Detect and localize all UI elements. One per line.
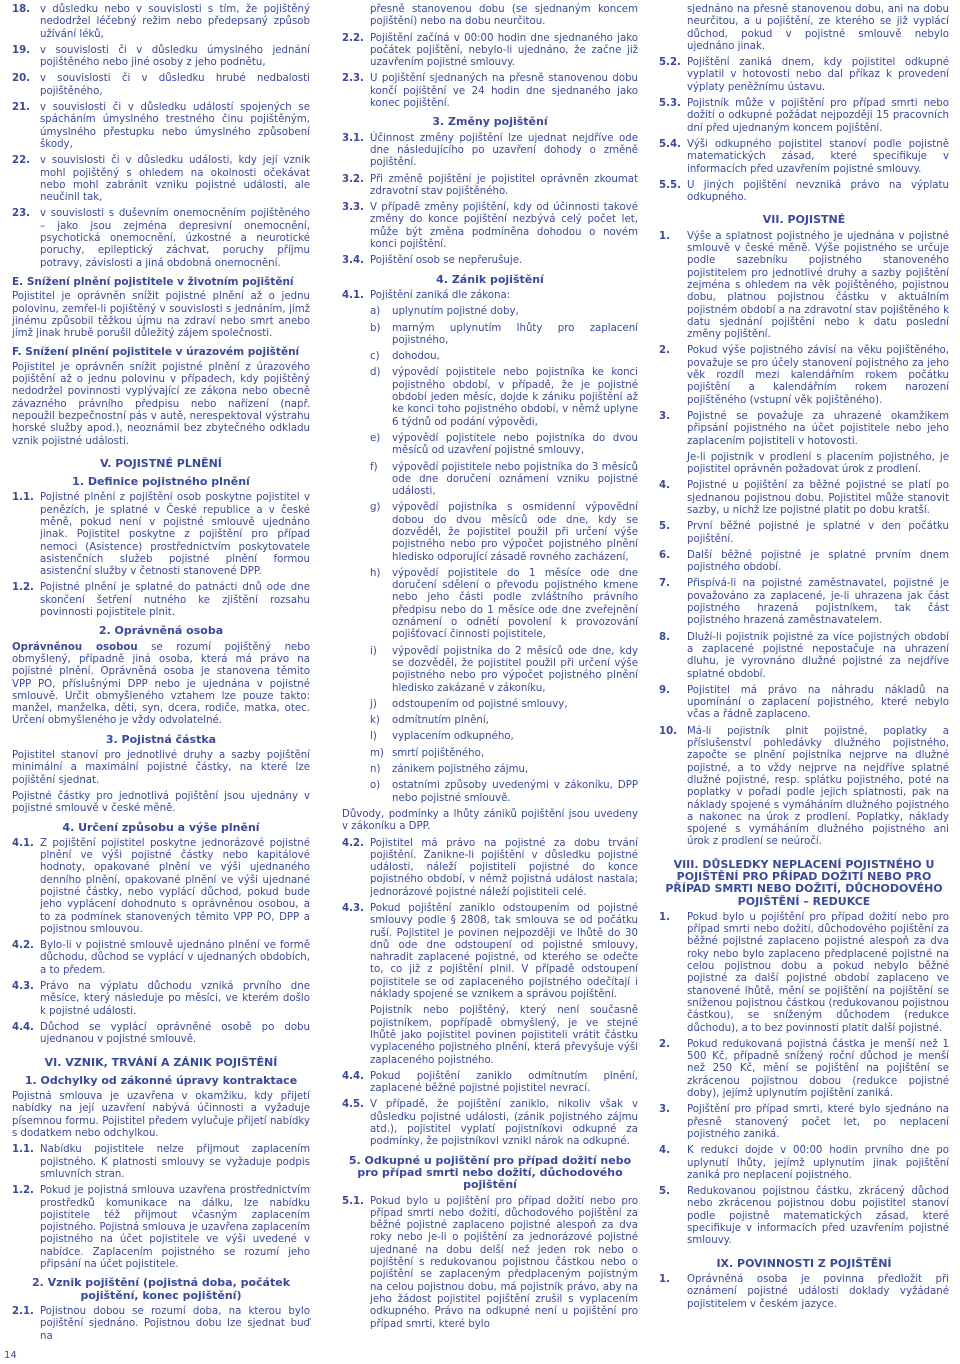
v2-lead: Oprávněnou osobou xyxy=(12,641,138,653)
item-text: v souvislosti či v důsledku události, kdy její vznik mohl pojištěný s ohledem na okolnosti očekávat nebo mohl zabránit vzniku pojistné události, ale neučinil tak, xyxy=(40,155,310,204)
item-number: 3. xyxy=(659,1104,670,1116)
item-number: g) xyxy=(370,502,381,514)
list-item xyxy=(370,306,638,318)
item-number: 1.2. xyxy=(12,1185,34,1197)
item-number: 3.1. xyxy=(342,132,364,144)
item-number: 2.3. xyxy=(342,73,364,85)
s5-list-cont xyxy=(659,57,949,204)
section-v3-p1: Pojistitel stanoví pro jednotlivé druhy a sazby pojištění minimální a maximální pojistné částky, na které lze pojištění sjednat. xyxy=(12,750,310,786)
list-item xyxy=(12,73,310,98)
section-v2-text xyxy=(12,642,310,728)
item-number: 4.2. xyxy=(12,940,34,952)
item-number: 4.1. xyxy=(12,837,34,849)
list-item xyxy=(370,323,638,348)
section-4-title: 4. Zánik pojištění xyxy=(436,272,544,286)
list-item xyxy=(342,1196,638,1331)
item-text: Pokud bylo u pojištění pro případ dožití nebo pro případ smrti nebo dožití, důchodového pojištění za běžné pojistné zaplaceno pojistné alespoň za dva roky nebo je-li o pojištění za jednorázové pojistné ujednané na dobu delší než jeden rok nebo o pojištění s redukovanou pojistnou částkou nebo o pojištění se zaplaceným předplaceným pojistným na celou pojistnou dobu, má pojistník právo, aby na jeho žádost pojistitel pojištění zrušil s vyplacením odkupného. Právo na odkupné není u pojištění pro případ smrti, které bylo xyxy=(370,1195,638,1330)
item-number: 1.1. xyxy=(12,1144,34,1156)
item-number: 4.3. xyxy=(12,981,34,993)
list-item xyxy=(370,715,638,727)
item-text: zánikem pojistného zájmu, xyxy=(392,764,529,776)
item-text: výpovědí pojistníka do 2 měsíců ode dne, kdy se dozvěděl, že pojistitel použil při určení výše pojistného nebo pro výpočet pojistného plnění hledisko zakázané v zákoníku, xyxy=(392,645,638,694)
item-number: f) xyxy=(370,461,378,473)
item-text: Bylo-li v pojistné smlouvě ujednáno plnění ve formě důchodu, důchod se vyplácí v ujednaných obdobích, a to předem. xyxy=(40,940,310,976)
item-text: U pojištění sjednaných na přesně stanovenou dobu končí pojištění ve 24 hodin dne sjednaného jako konec pojištění. xyxy=(370,73,638,110)
item-text: Dluží-li pojistník pojistné za více pojistných období a zaplacené pojistné nepostačuje na uhrazení dluhu, je vyrovnáno dlužné pojistné za nejdříve splatné období. xyxy=(687,631,949,680)
section-vi1-title: 1. Odchylky od zákonné úpravy kontraktace xyxy=(24,1073,298,1087)
list-item xyxy=(370,502,638,563)
section-ix-title: IX. POVINNOSTI Z POJIŠTĚNÍ xyxy=(716,1256,892,1270)
page-number: 14 xyxy=(4,1350,17,1361)
item-text: Pokud bylo u pojištění pro případ dožití nebo pro případ smrti nebo dožití, důchodového pojištění za běžné pojistné zaplaceno pojistné alespoň za dva roky nebo bylo zaplaceno předplacené pojistné na celou pojistnou dobu a pokud nebylo běžné pojistné za další pojistné období zaplaceno ve stanovené lhůtě, mění se pojištění na pojištění se sníženou pojistnou částkou (redukovanou pojistnou částkou), se sníženým důchodem (redukce důchodu), a to bez povinnosti platit další pojistné. xyxy=(687,911,949,1034)
item-number: e) xyxy=(370,432,381,444)
item-text: výpovědí pojistitele nebo pojistníka do dvou měsíců od uzavření pojistné smlouvy, xyxy=(392,432,638,457)
item-text: Pojistitel má právo na pojistné za dobu trvání pojištění. Zanikne-li pojištění v důsledku pojistné události, náleží pojistiteli pojistné do konce pojistného období, v němž pojistná událost nastala; jednorázové pojistné náleží pojistiteli celé. xyxy=(370,837,638,898)
item-text: v souvislosti či v důsledku úmyslného jednání pojištěného nebo jiné osoby z jeho podnětu, xyxy=(40,44,310,69)
list-item xyxy=(12,1185,310,1271)
column-1 xyxy=(12,4,310,1347)
section-e-text: Pojistitel je oprávněn snížit pojistné plnění až o jednu polovinu, zemřel-li pojištěný v souvislosti s jednáním, jímž jinému způsobil těžkou újmu na zdraví nebo smrt anebo jímž jinak hrubě porušil důležitý zájem společnosti. xyxy=(12,291,310,340)
item-number: 3.4. xyxy=(342,255,364,267)
s4-note: Důvody, podmínky a lhůty zániků pojištění jsou uvedeny v zákoníku a DPP. xyxy=(342,808,638,833)
item-number: 3.3. xyxy=(342,202,364,214)
list-item xyxy=(370,748,638,760)
section-vi1-text: Pojistná smlouva je uzavřena v okamžiku, kdy přijetí nabídky na její uzavření nabývá účinnosti a vyžaduje písemnou formu. Pojistitel předem vylučuje přijetí nabídky s dodatkem nebo odchylkou. xyxy=(12,1091,310,1140)
item-text: V případě změny pojištění, kdy od účinnosti takové změny do konce pojištění nezbývá celý počet let, může být změna podmíněna dohodou o novém konci pojištění. xyxy=(370,202,638,251)
list-item xyxy=(370,780,638,805)
v4-list xyxy=(12,838,310,1047)
list-item xyxy=(12,1306,310,1343)
list-item xyxy=(659,57,949,94)
item-text: ostatními způsoby uvedenými v zákoníku, DPP nebo pojistné smlouvě. xyxy=(392,780,638,804)
item-number: n) xyxy=(370,764,381,776)
item-text: výpovědí pojistitele nebo pojistníka ke konci pojistného období, v případě, že je pojistné období jeden měsíc, dojde k zániku pojištění až ke konci toho pojistného období, v němž uplyne 6 týdnů od podání výpovědi, xyxy=(392,367,638,428)
list-item xyxy=(370,367,638,428)
list-item xyxy=(12,208,310,269)
list-item xyxy=(659,139,949,176)
section-e-title: E. Snížení plnění pojistitele v životním pojištění xyxy=(12,275,294,288)
list-item xyxy=(12,582,310,619)
item-text: odmítnutím plnění, xyxy=(392,715,489,727)
item-number: 4. xyxy=(659,480,670,492)
section-5-title: 5. Odkupné u pojištění pro případ dožití nebo pro případ smrti nebo dožití, důchodového pojištění xyxy=(348,1153,632,1192)
item-number: 8. xyxy=(659,631,670,643)
list-item xyxy=(370,462,638,499)
list-item xyxy=(12,492,310,578)
list-item xyxy=(659,231,949,342)
item-number: j) xyxy=(370,698,377,710)
item-text: Pokud pojištění zaniklo odmítnutím plnění, zaplacené běžné pojistné pojistitel nevrací. xyxy=(370,1070,638,1095)
item-text: smrtí pojištěného, xyxy=(392,747,485,759)
item-number: 4. xyxy=(659,1145,670,1157)
item-number: 4.4. xyxy=(12,1021,34,1033)
list-item xyxy=(342,903,638,1001)
item-number: 3. xyxy=(659,410,670,422)
item-number: 5.2. xyxy=(659,57,681,69)
item-number: 6. xyxy=(659,549,670,561)
s4-list-b xyxy=(342,838,638,1149)
item-text: Důchod se vyplácí oprávněné osobě po dobu ujednanou v pojistné smlouvě. xyxy=(40,1021,310,1046)
item-text: v souvislosti či v důsledku událostí spojených se spácháním úmyslného trestného činu pojištěným, úmyslného přestupku nebo úmyslného způsobení škody, xyxy=(40,102,310,150)
section-f-text: Pojistitel je oprávněn snížit pojistné plnění z úrazového pojištění až o jednu polovinu v případech, kdy pojištěný nedodržel povinnosti vyplývající ze zákona nebo obecně závazného právního předpisu nebo nařízení (např. nepoužil bezpečnostní pás v autě, nerespektoval výstrahu horské služby apod.), neoznámil bez zbytečného odkladu vznik pojistné události. xyxy=(12,361,310,447)
item-number: 23. xyxy=(12,208,31,220)
item-text: Pojistné u pojištění za běžné pojistné se platí po sjednanou pojistnou dobu. Pojistitel může stanovit sazby, u nichž lze pojistné platit po dobu kratší. xyxy=(687,480,949,516)
item-number: 19. xyxy=(12,44,31,56)
item-text: v souvislosti či v důsledku hrubé nedbalosti pojištěného, xyxy=(40,73,310,97)
list-item xyxy=(12,155,310,204)
item-number: 4.5. xyxy=(342,1099,364,1111)
list-item xyxy=(659,550,949,575)
list-item xyxy=(370,568,638,642)
list-item xyxy=(342,1071,638,1096)
item-number: 5.3. xyxy=(659,98,681,110)
item-text: Další běžné pojistné je splatné prvním dnem pojistného období. xyxy=(687,549,949,574)
item-number: d) xyxy=(370,367,381,379)
s4-1-num: 4.1. xyxy=(342,289,364,301)
ix-list xyxy=(659,1274,949,1311)
item-number: 18. xyxy=(12,4,31,15)
list-item xyxy=(12,1144,310,1181)
item-text: Má-li pojistník plnit pojistné, poplatky a příslušenství pohledávky dlužného pojistného, započte se plnění pojistníka nejprve na dlužné pojistné, a to vždy nejprve na nejdříve splatné dlužné pojistné, resp. splátku pojistného, poté na poplatky v pořadí podle jejich splatnosti, pak na náklady spojené s vymáháním dlužného pojistného a nakonec na úrok z prodlení. Poplatky, náklady spojené s vymáháním dlužného pojistného ani úrok z prodlení se neúročí. xyxy=(687,725,949,848)
list-item xyxy=(659,1186,949,1247)
section-f-title: F. Snížení plnění pojistitele v úrazovém pojištění xyxy=(12,346,300,359)
list-item xyxy=(342,133,638,170)
item-number: 1.2. xyxy=(12,582,34,594)
list-item xyxy=(659,685,949,722)
list-item xyxy=(659,180,949,205)
item-text: Pokud pojištění zaniklo odstoupením od pojistné smlouvy podle § 2808, tak smlouva se od počátku ruší. Pojistitel je povinen nejpozději ve lhůtě do 30 dnů ode dne odstoupení od pojistné smlouvy, nahradit zaplacené pojistné, od kterého se odečte to, co již z pojištění plnil. V případě odstoupení pojistitele se od zaplaceného pojistného odečítají i náklady spojené se vznikem a správou pojištění. xyxy=(370,903,638,1001)
list-item xyxy=(370,351,638,363)
item-number: 1. xyxy=(659,230,670,242)
item-text: marným uplynutím lhůty pro zaplacení pojistného, xyxy=(392,322,638,346)
item-number: 1. xyxy=(659,1273,670,1285)
item-number: 5.5. xyxy=(659,179,681,191)
section-v4-title: 4. Určení způsobu a výše plnění xyxy=(62,820,260,834)
item-text: Nabídku pojistitele nelze přijmout zaplacením pojistného. K platnosti smlouvy se vyžaduje podpis smluvních stran. xyxy=(40,1144,310,1180)
item-number: m) xyxy=(370,747,384,759)
section-v2-title: 2. Oprávněná osoba xyxy=(98,624,224,638)
list-item xyxy=(659,345,949,406)
item-number: 3.2. xyxy=(342,173,364,185)
viii-list xyxy=(659,912,949,1248)
item-text: Výše a splatnost pojistného je ujednána v pojistné smlouvě v české měně. Výše pojistného se určuje podle sazebníku pojistného stanoveného pojistitelem pro jednotlivé druhy a sazby pojištění zejména s ohledem na věk pojištěného, pojistnou dobu, platnou pojistnou částku v aktuálním pojistném období a na zdravotní stav pojištěného k datu sjednání pojištění nebo k datu poslední změny pojištění. xyxy=(687,230,949,341)
column-3 xyxy=(659,4,949,1315)
item-text: Pojistitel má právo na náhradu nákladů na upomínání o zaplacení pojistného, které nebylo včas a řádně zaplaceno. xyxy=(687,684,949,721)
item-text: Pojistné plnění je splatné do patnácti dnů ode dne skončení šetření nutného ke zjištění rozsahu povinnosti pojistitele plnit. xyxy=(40,582,310,619)
item-number: o) xyxy=(370,780,381,792)
v2-body: se rozumí pojištěný nebo obmyšlený, případně jiná osoba, která má právo na pojistné plnění. Oprávněná osoba je stanovena těmito VPP PO, příslušnými DPP nebo je ujednána v pojistné smlouvě. Určit obmyšleného vztahem lze pouze takto: manžel, manželka, děti, syn, dcera, rodiče, matka, otec. Určení obmyšleného je vždy odvolatelné. xyxy=(12,641,310,727)
item-text: v souvislosti s duševním onemocněním pojištěného – jako jsou zejména depresivní onemocnění, psychotická onemocnění, úzkostné a neurotické poruchy, epileptický záchvat, poruchy příjmu potravy, závislosti a jiná obdobná onemocnění. xyxy=(40,208,310,269)
item-text: Přispívá-li na pojistné zaměstnavatel, pojistné je považováno za zaplacené, je-li uhrazena jak část pojistného hrazená pojistníkem, tak část pojistného hrazená zaměstnavatelem. xyxy=(687,578,949,627)
item-text: První běžné pojistné je splatné v den počátku pojištění. xyxy=(687,521,949,545)
list-item xyxy=(659,1104,949,1141)
section-v1-title: 1. Definice pojistného plnění xyxy=(72,475,250,489)
item-text: Pojistník může v pojištění pro případ smrti nebo dožití o odkupné požádat nejpozději 15 pracovních dní před ujednaným koncem pojištění. xyxy=(687,98,949,134)
item-number: 2.1. xyxy=(12,1305,34,1317)
item-text: Redukovanou pojistnou částku, zkrácený důchod nebo zkrácenou pojistnou dobu pojistitel stanoví podle pojistně matematických zásad, které specifikuje v informacích před uzavřením pojistné smlouvy. xyxy=(687,1186,949,1247)
section-v-title: V. POJISTNÉ PLNĚNÍ xyxy=(100,456,222,470)
list-item xyxy=(342,73,638,110)
exclusions-list xyxy=(12,4,310,270)
item-text: Pojištění osob se nepřerušuje. xyxy=(370,255,523,267)
vi2-list xyxy=(12,1306,310,1343)
list-item xyxy=(12,1022,310,1047)
item-number: k) xyxy=(370,715,380,727)
list-item xyxy=(659,912,949,1035)
item-text: Pokud výše pojistného závisí na věku pojištěného, považuje se pro účely stanovení pojistného za jeho věk rozdíl mezi kalendářním rokem počátku pojištění a kalendářním rokem narození pojištěného (vstupní věk pojištěného). xyxy=(687,345,949,406)
list-item xyxy=(370,433,638,458)
list-item xyxy=(659,98,949,135)
item-text: Při změně pojištění je pojistitel oprávněn zkoumat zdravotní stav pojištěného. xyxy=(370,173,638,197)
item-text: Výši odkupného pojistitel stanoví podle pojistně matematických zásad, které specifikuje v informacích před uzavřením pojistné smlouvy. xyxy=(687,138,949,175)
column-2 xyxy=(342,4,638,1335)
list-item xyxy=(12,4,310,41)
list-item xyxy=(12,45,310,70)
item-number: 9. xyxy=(659,684,670,696)
list-item xyxy=(342,33,638,70)
item-text: výpovědí pojistníka s osmidenní výpovědní dobou do dvou měsíců ode dne, kdy se dozvěděl, že pojistitel použil při určení výše pojistného nebo pro výpočet pojistného plnění hledisko odporující zásadě rovného zacházení, xyxy=(392,502,638,563)
item-text: Pojistné se považuje za uhrazené okamžikem připsání pojistného na účet pojistitele nebo jeho zaplacením pojistiteli v hotovosti. xyxy=(687,410,949,447)
item-number: l) xyxy=(370,731,377,743)
item-text: V případě, že pojištění zaniklo, nikoliv však v důsledku pojistné události, (zánik pojistného zájmu atd.), pojistitel vyplatí pojistníkovi odkupné za podmínky, že pojistníkovi vznikl nárok na odkupné. xyxy=(370,1099,638,1148)
item-number: c) xyxy=(370,351,380,363)
item-number: 5. xyxy=(659,1186,670,1198)
v1-list xyxy=(12,492,310,619)
item-text: výpovědí pojistitele do 1 měsíce ode dne doručení sdělení o převodu pojistného kmene nebo jeho části podle zvláštního právního předpisu nebo do 1 měsíce ode dne zveřejnění oznámení o odnětí povolení k provozování pojišťovací činnosti pojistitele, xyxy=(392,567,638,641)
s4-1-item xyxy=(342,290,638,302)
item-text: výpovědí pojistitele nebo pojistníka do 3 měsíců ode dne doručení oznámení vzniku pojistné události, xyxy=(392,461,638,498)
item-text: v důsledku nebo v souvislosti s tím, že pojištěný nedodržel léčebný režim nebo předepsaný způsob užívání léků, xyxy=(40,4,310,40)
item-number: h) xyxy=(370,567,381,579)
item-text: Z pojištění pojistitel poskytne jednorázové pojistné plnění ve výši pojistné částky nebo kapitálové hodnoty, opakované plnění ve výši ujednaného denního plnění, opakované plnění ve výši ujednané pojistné částky, nebo vyplácí důchod, pokud bude jeho vyplácení dohodnuto s oprávněnou osobou, a to za podmínek stanovených těmito VPP PO, DPP a pojistnou smlouvou. xyxy=(40,837,310,935)
item-number: 20. xyxy=(12,73,31,85)
item-number: 5.4. xyxy=(659,138,681,150)
item-text: dohodou, xyxy=(392,351,440,363)
s5-list xyxy=(342,1196,638,1331)
item-number: 7. xyxy=(659,578,670,590)
item-number: 5.1. xyxy=(342,1195,364,1207)
list-item xyxy=(342,202,638,251)
list-item xyxy=(12,940,310,977)
item-text: Pojistník nebo pojištěný, který není současně pojistníkem, popřípadě obmyšlený, je ve stejné lhůtě jako pojistitel povinen pojistiteli vrátit částku vyplaceného pojistného plnění, která převyšuje výši zaplaceného pojistného. xyxy=(370,1005,638,1066)
item-text: Pojistnou dobou se rozumí doba, na kterou bylo pojištění sjednáno. Pojistnou dobu lze sjednat buď na xyxy=(40,1305,310,1342)
list-item xyxy=(342,174,638,199)
section-v3-p2: Pojistné částky pro jednotlivá pojištění jsou ujednány v pojistné smlouvě v české měně. xyxy=(12,790,310,815)
list-item xyxy=(12,838,310,936)
item-number: 2. xyxy=(659,1038,670,1050)
item-text: Pojištění zaniká dnem, kdy pojistitel odkupné vyplatil v hotovosti nebo dal příkaz k provedení výplaty peněžnímu ústavu. xyxy=(687,57,949,93)
item-number: 1. xyxy=(659,911,670,923)
list-item xyxy=(342,255,638,267)
list-item xyxy=(370,699,638,711)
item-number: 4.3. xyxy=(342,903,364,914)
item-number: b) xyxy=(370,322,381,334)
list-item xyxy=(342,1005,638,1066)
page-edge xyxy=(0,0,2,1364)
item-text: U jiných pojištění nevzniká právo na výplatu odkupného. xyxy=(687,179,949,204)
list-item xyxy=(659,452,949,477)
item-text: Účinnost změny pojištění lze ujednat nejdříve ode dne následujícího po uzavření dohody o změně pojištění. xyxy=(370,132,638,169)
section-vii-title: VII. POJISTNÉ xyxy=(762,213,846,227)
item-number: 4.2. xyxy=(342,837,364,849)
item-number: 4.4. xyxy=(342,1070,364,1082)
item-number xyxy=(659,452,687,477)
section-viii-title: VIII. DŮSLEDKY NEPLACENÍ POJISTNÉHO U POJIŠTĚNÍ PRO PŘÍPAD DOŽITÍ NEBO PRO PŘÍPAD SMRTI NEBO DOŽITÍ, DŮCHODOVÉHO POJIŠTĚNÍ – REDUKCE xyxy=(665,857,943,908)
list-item xyxy=(12,102,310,151)
list-item xyxy=(370,646,638,695)
list-item xyxy=(659,1039,949,1100)
list-item xyxy=(659,521,949,546)
section-v3-title: 3. Pojistná částka xyxy=(105,732,217,746)
vi1-list xyxy=(12,1144,310,1271)
list-item xyxy=(659,726,949,849)
list-item xyxy=(370,731,638,743)
s3-list xyxy=(342,133,638,268)
item-text: Pojištění začíná v 00:00 hodin dne sjednaného jako počátek pojištění, nebylo-li ujednáno, že začne již uzavřením pojistné smlouvy. xyxy=(370,32,638,69)
vii-list xyxy=(659,231,949,849)
item-text: odstoupením od pojistné smlouvy, xyxy=(392,698,568,710)
item-text: Právo na výplatu důchodu vzniká prvního dne měsíce, který následuje po měsíci, ve kterém došlo k pojistné události. xyxy=(40,981,310,1017)
item-number: 5. xyxy=(659,521,670,533)
list-item xyxy=(370,764,638,776)
list-item xyxy=(659,578,949,627)
item-number: 1.1. xyxy=(12,492,34,504)
section-3-title: 3. Změny pojištění xyxy=(432,115,548,129)
list-item xyxy=(342,1099,638,1148)
item-number: i) xyxy=(370,645,377,657)
list-item xyxy=(12,981,310,1018)
list-item xyxy=(659,411,949,448)
list-item xyxy=(659,1145,949,1182)
list-item xyxy=(659,632,949,681)
s4-1-lead: Pojištění zaniká dle zákona: xyxy=(370,289,511,301)
item-text: Pojistné plnění z pojištění osob poskytne pojistitel v penězích, je splatné v České republice a v české měně, pokud není v pojistné smlouvě ujednáno jinak. Pojistitel poskytne z pojištění pro případ nemoci (Asistence) prostřednictvím poskytovatele asistenčních služeb pojistné plnění formou asistenční služby v četnosti stanovené DPP. xyxy=(40,492,310,578)
item-number: 2. xyxy=(659,345,670,357)
item-number xyxy=(342,1005,370,1066)
col3-continuation: sjednáno na přesně stanovenou dobu, ani na dobu neurčitou, a u pojištění, ze kterého se již vyplácí důchod, pokud v pojistné smlouvě nebylo ujednáno jinak. xyxy=(687,4,949,52)
item-number: 22. xyxy=(12,155,31,167)
item-number: 21. xyxy=(12,102,31,114)
item-number: 10. xyxy=(659,725,678,737)
item-text: Oprávněná osoba je povinna předložit při oznámení pojistné události doklady vyžádané pojistitelem v českém jazyce. xyxy=(687,1273,949,1310)
list-item xyxy=(659,480,949,517)
item-text: K redukci dojde v 00:00 hodin prvního dne po uplynutí lhůty, jejímž uplynutím jinak pojištění zaniká pro neplacení pojistného. xyxy=(687,1145,949,1181)
item-text: vyplacením odkupného, xyxy=(392,731,514,743)
item-number: a) xyxy=(370,306,381,318)
section-vi2-title: 2. Vznik pojištění (pojistná doba, počátek pojištění, konec pojištění) xyxy=(31,1276,291,1302)
vi2-list-cont xyxy=(342,33,638,111)
item-text: Pokud je pojistná smlouva uzavřena prostřednictvím prostředků komunikace na dálku, lze nabídku pojistitele též přijmout včasným zaplacením pojistného. Pojistná smlouva je uzavřena zaplacením pojistného na účet pojistitele ve výši uvedené v nabídce. Zaplacením pojistného se rozumí jeho připsání na účet pojistitele. xyxy=(40,1185,310,1271)
item-text: Pojištění pro případ smrti, které bylo sjednáno na přesně stanovený počet let, po neplacení pojistného zaniká. xyxy=(687,1104,949,1140)
item-text: uplynutím pojistné doby, xyxy=(392,306,519,318)
item-text: Pokud redukovaná pojistná částka je menší než 1 500 Kč, případně snížený roční důchod je menší než 250 Kč, mění se pojištění na pojištění se zkrácenou pojistnou dobou (redukce pojistné doby), jejímž uplynutím pojištění zaniká. xyxy=(687,1038,949,1100)
list-item xyxy=(659,1274,949,1311)
section-vi-title: VI. VZNIK, TRVÁNÍ A ZÁNIK POJIŠTĚNÍ xyxy=(44,1055,278,1069)
col2-continuation: přesně stanovenou dobu (se sjednaným koncem pojištění) nebo na dobu neurčitou. xyxy=(370,4,638,28)
item-number: 2.2. xyxy=(342,32,364,44)
item-text: Je-li pojistník v prodlení s placením pojistného, je pojistitel oprávněn požadovat úrok z prodlení. xyxy=(687,451,949,476)
list-item xyxy=(342,838,638,899)
s4-1-letters xyxy=(370,306,638,805)
